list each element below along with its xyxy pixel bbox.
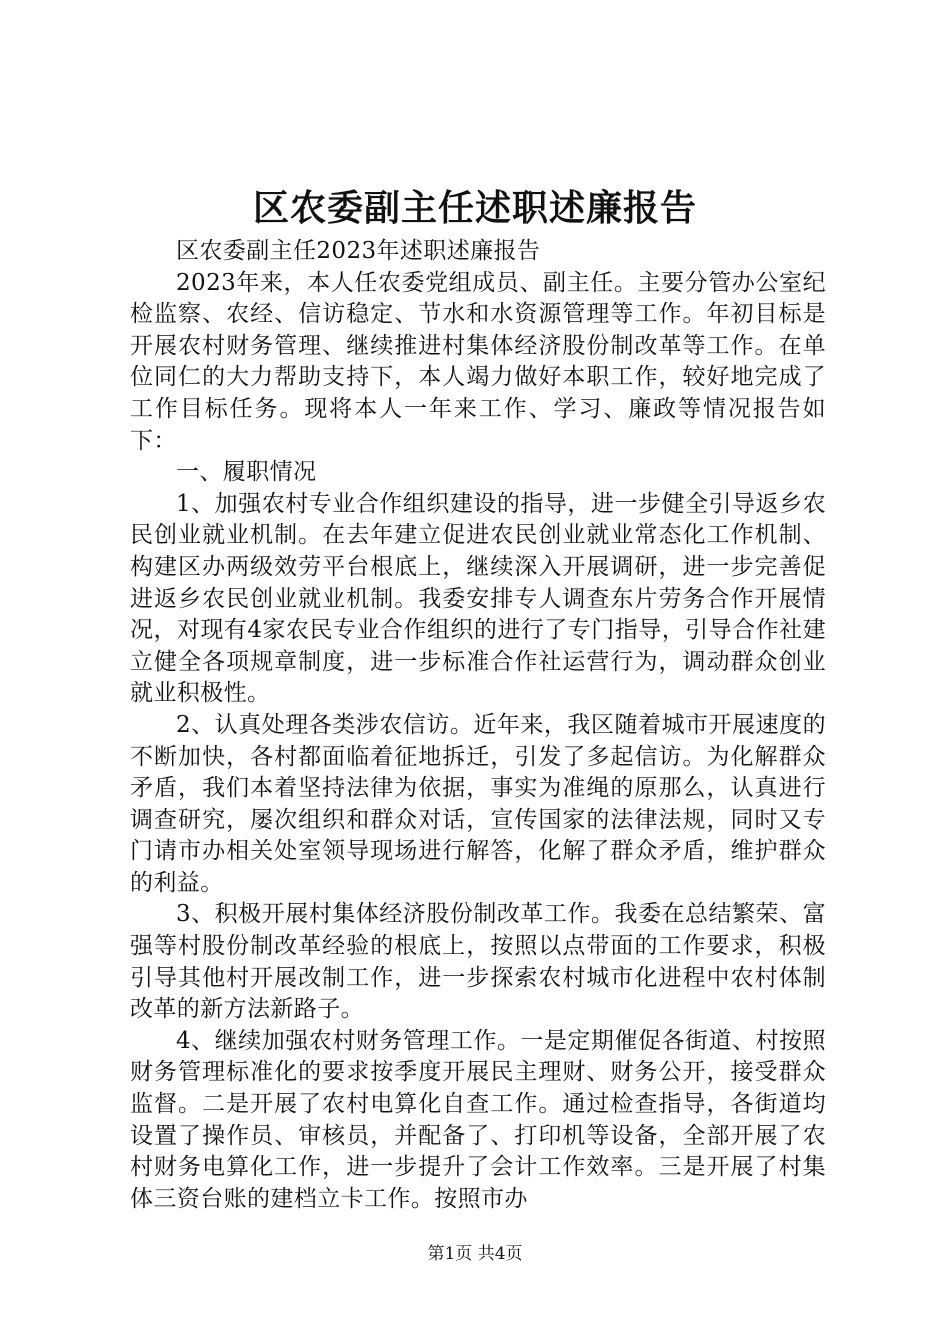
report-subtitle-paragraph: 区农委副主任2023年述职述廉报告: [176, 238, 541, 264]
item-2-paragraph: 2、认真处理各类涉农信访。近年来，我区随着城市开展速度的不断加快，各村都面临着征地拆迁，引发了多起信访。为化解群众矛盾，我们本着坚持法律为依据，事实为准绳的原那么，认真进行调查研究，屡次组织和群众对话，宣传国家的法律法规，同时又专门请市办相关处室领导现场进行解答，化解了群众矛盾，维护群众的利益。: [130, 711, 826, 896]
item-3-paragraph: 3、积极开展村集体经济股份制改革工作。我委在总结繁荣、富强等村股份制改革经验的根底上，按照以点带面的工作要求，积极引导其他村开展改制工作，进一步探索农村城市化进程中农村体制改革的新方法新路子。: [130, 901, 826, 1023]
document-body: [130, 236, 826, 1215]
section-heading: 一、履职情况: [176, 459, 317, 486]
document-title: 区农委副主任述职述廉报告: [252, 187, 697, 229]
item-1-paragraph: 1、加强农村专业合作组织建设的指导，进一步健全引导返乡农民创业就业机制。在去年建立促进农民创业就业常态化工作机制、构建区办两级效劳平台根底上，继续深入开展调研，进一步完善促进返乡农民创业就业机制。我委安排专人调查东片劳务合作开展情况，对现有4家农民专业合作组织的进行了专门指导，引导合作社建立健全各项规章制度，进一步标准合作社运营行为，调动群众创业就业积极性。: [130, 490, 826, 707]
item-4-paragraph: 4、继续加强农村财务管理工作。一是定期催促各街道、村按照财务管理标准化的要求按季度开展民主理财、财务公开，接受群众监督。二是开展了农村电算化自查工作。通过检查指导，各街道均设置了操作员、审核员，并配备了、打印机等设备，全部开展了农村财务电算化工作，进一步提升了会计工作效率。三是开展了村集体三资台账的建档立卡工作。按照市办: [130, 1027, 826, 1212]
intro-paragraph: 2023年来，本人任农委党组成员、副主任。主要分管办公室纪检监察、农经、信访稳定、节水和水资源管理等工作。年初目标是开展农村财务管理、继续推进村集体经济股份制改革等工作。在单位同仁的大力帮助支持下，本人竭力做好本职工作，较好地完成了工作目标任务。现将本人一年来工作、学习、廉政等情况报告如下：: [130, 269, 826, 454]
page-number-footer: 第1页 共4页: [427, 1244, 523, 1264]
